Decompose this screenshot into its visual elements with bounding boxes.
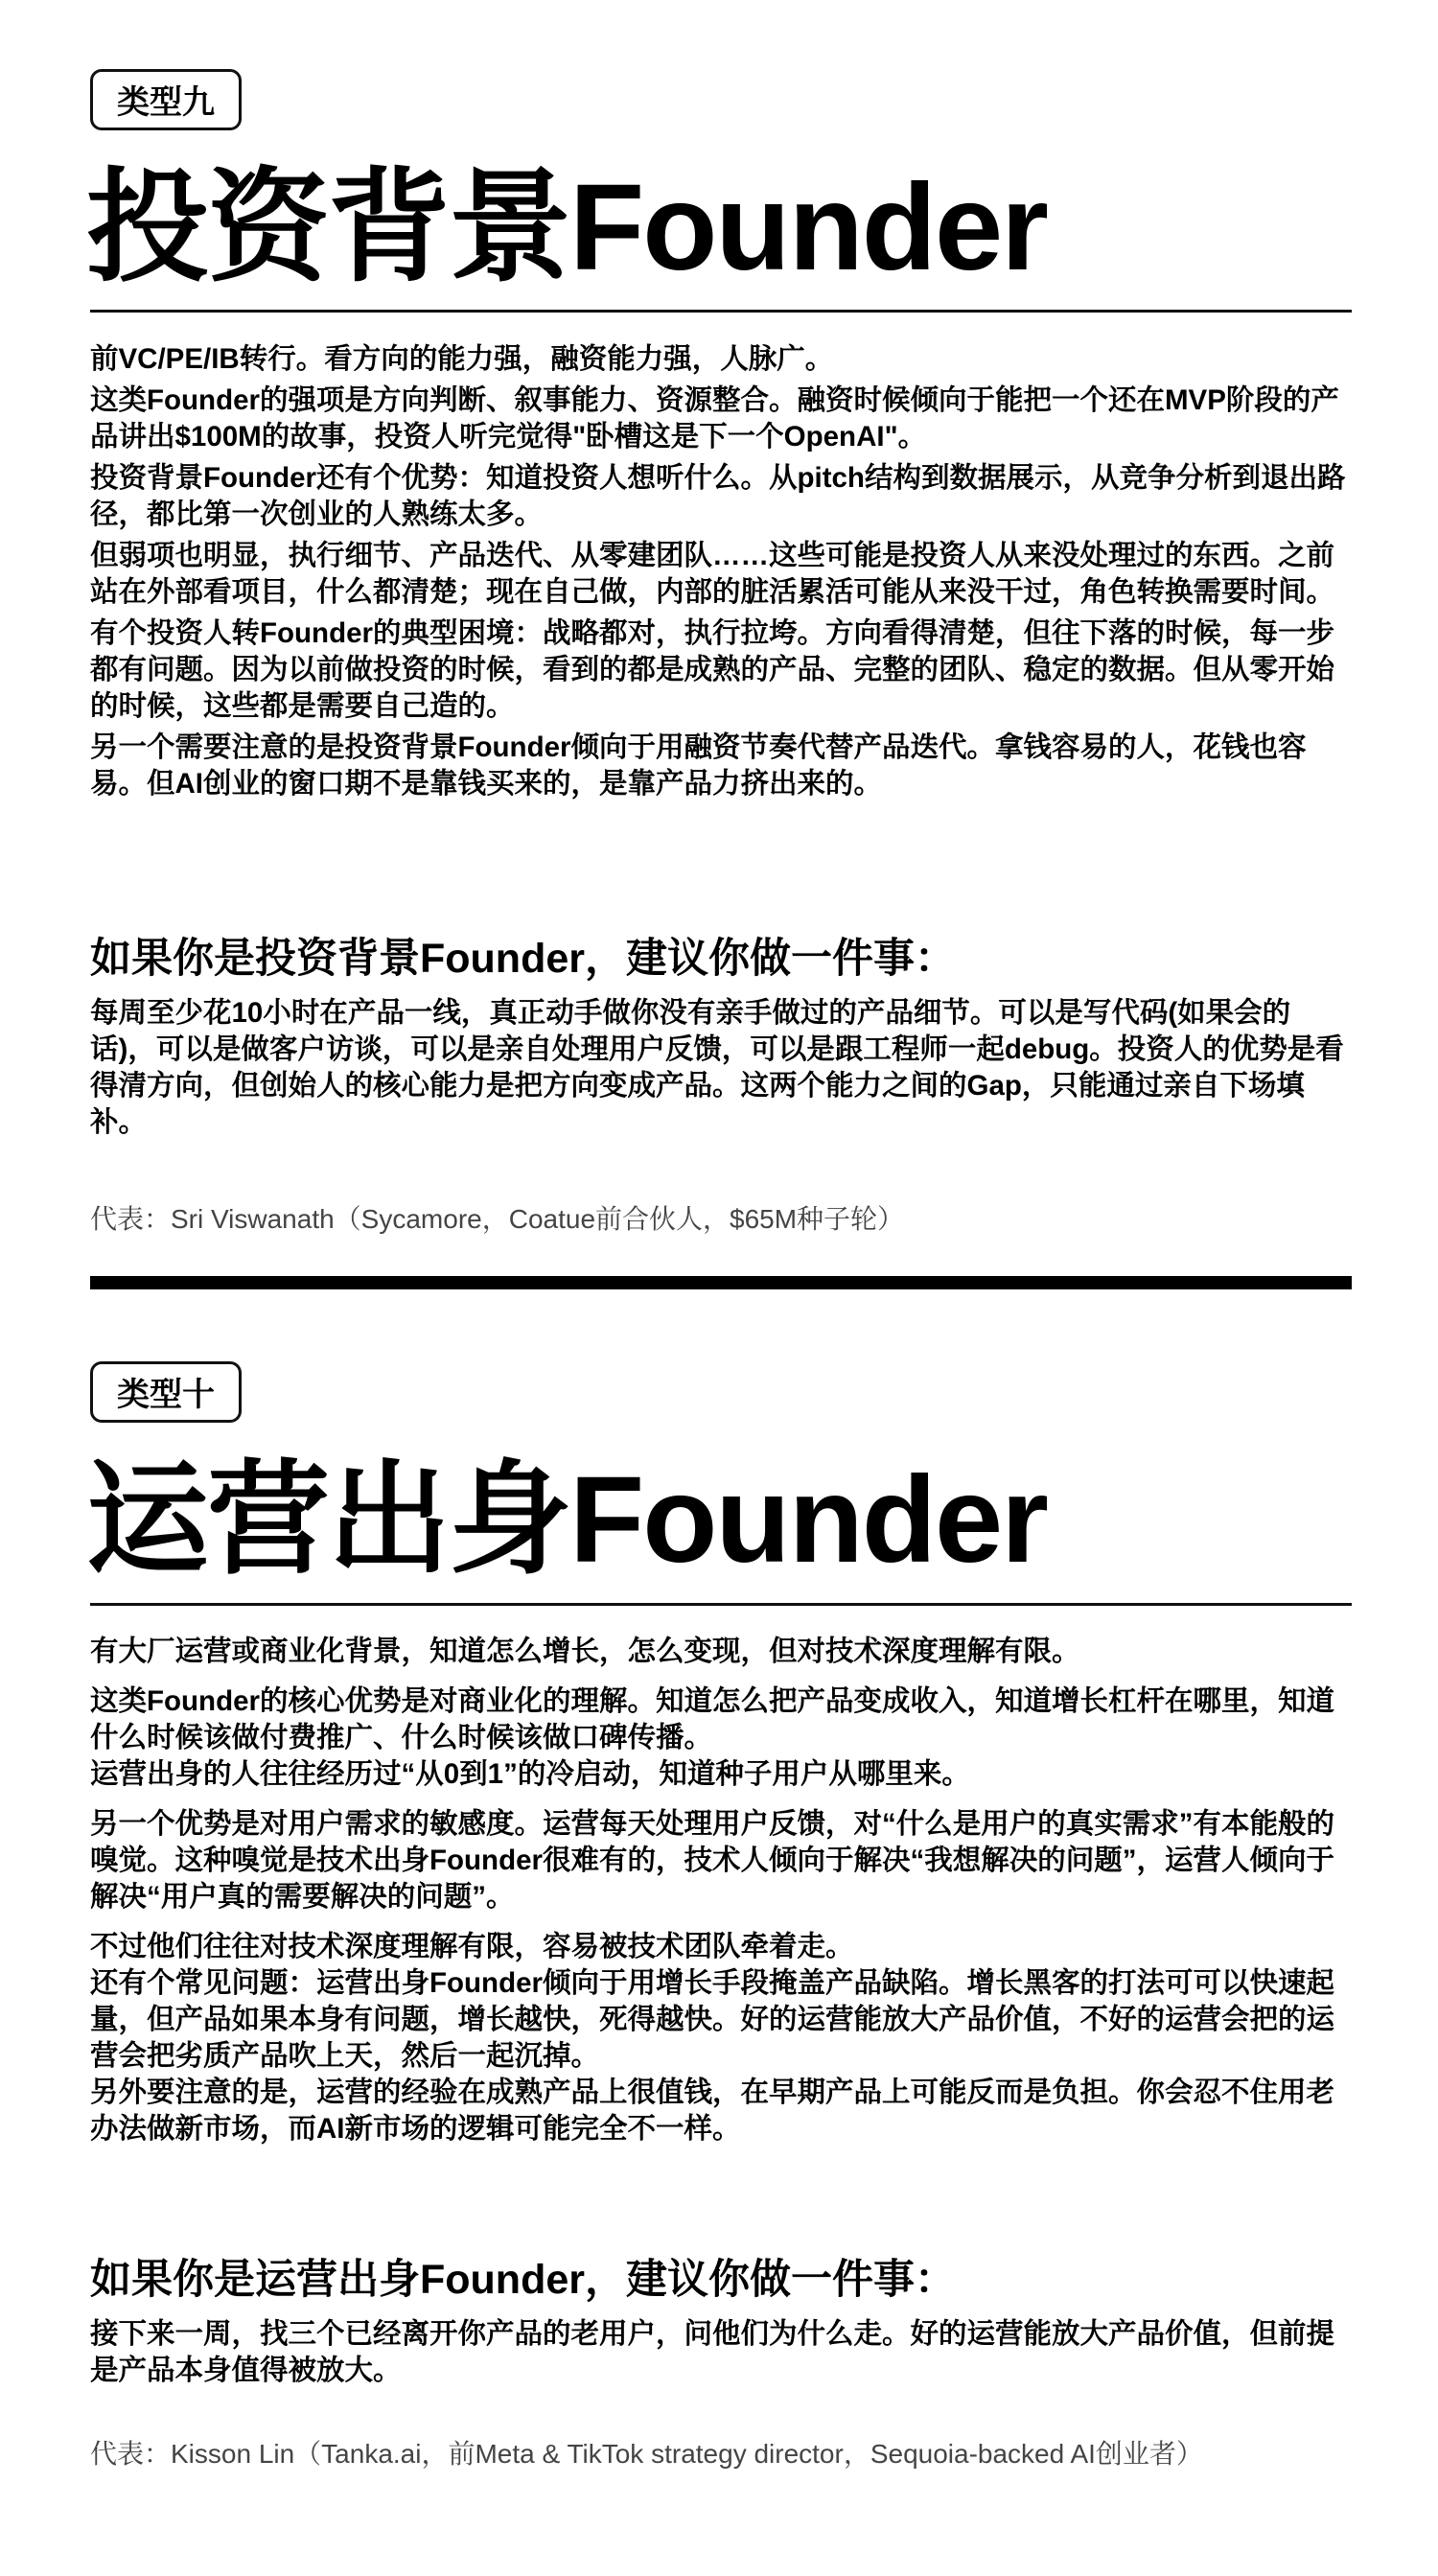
advice-block: [90, 932, 1352, 1141]
section-title: 投资背景Founder: [86, 159, 1047, 296]
paragraph: 另一个优势是对用户需求的敏感度。运营每天处理用户反馈，对“什么是用户的真实需求”有本能般的嗅觉。这种嗅觉是技术出身Founder很难有的，技术人倾向于解决“我想解决的问题”，运营人倾向于解决“用户真的需要解决的问题”。: [90, 1808, 1335, 1913]
advice-text: 接下来一周，找三个已经离开你产品的老用户，问他们为什么走。好的运营能放大产品价值，但前提是产品本身值得被放大。: [90, 2318, 1335, 2386]
paragraph: 另外要注意的是，运营的经验在成熟产品上很值钱，在早期产品上可能反而是负担。你会忍不住用老办法做新市场，而AI新市场的逻辑可能完全不一样。: [90, 2077, 1335, 2145]
advice-heading: 如果你是投资背景Founder，建议你做一件事：: [90, 936, 956, 982]
advice-heading: 如果你是运营出身Founder，建议你做一件事：: [90, 2257, 956, 2303]
paragraph: 有大厂运营或商业化背景，知道怎么增长，怎么变现，但对技术深度理解有限。: [90, 1636, 1080, 1667]
advice-block: [90, 2253, 1352, 2389]
paragraph: 这类Founder的核心优势是对商业化的理解。知道怎么把产品变成收入，知道增长杠杆在哪里，知道什么时候该做付费推广、什么时候该做口碑传播。: [90, 1685, 1334, 1753]
paragraph: 有个投资人转Founder的典型困境：战略都对，执行拉垮。方向看得清楚，但往下落的时候，每一步都有问题。因为以前做投资的时候，看到的都是成熟的产品、完整的团队、稳定的数据。但从零开始的时候，这些都是需要自己造的。: [90, 617, 1335, 722]
paragraph: 另一个需要注意的是投资背景Founder倾向于用融资节奏代替产品迭代。拿钱容易的人，花钱也容易。但AI创业的窗口期不是靠钱买来的，是靠产品力挤出来的。: [90, 731, 1307, 800]
paragraph: 这类Founder的强项是方向判断、叙事能力、资源整合。融资时候倾向于能把一个还在MVP阶段的产品讲出$100M的故事，投资人听完觉得"卧槽这是下一个OpenAI"。: [90, 384, 1339, 453]
advice-text: 每周至少花10小时在产品一线，真正动手做你没有亲手做过的产品细节。可以是写代码(如果会的话)，可以是做客户访谈，可以是亲自处理用户反馈，可以是跟工程师一起debug。投资人的优势是看得清方向，但创始人的核心能力是把方向变成产品。这两个能力之间的Gap，只能通过亲自下场填补。: [90, 997, 1344, 1138]
paragraph: 前VC/PE/IB转行。看方向的能力强，融资能力强，人脉广。: [90, 343, 834, 375]
paragraph: 不过他们往往对技术深度理解有限，容易被技术团队牵着走。: [90, 1931, 854, 1962]
section-separator: [90, 1276, 1352, 1289]
paragraph: 运营出身的人往往经历过“从0到1”的冷启动，知道种子用户从哪里来。: [90, 1758, 970, 1790]
section-title: 运营出身Founder: [86, 1451, 1047, 1589]
representative: 代表：Sri Viswanath（Sycamore，Coatue前合伙人，$65M种子轮）: [90, 1204, 905, 1234]
type-badge: 类型九: [90, 69, 242, 130]
representative: 代表：Kisson Lin（Tanka.ai，前Meta & TikTok strategy director，Sequoia-backed AI创业者）: [90, 2439, 1203, 2469]
section-body: [90, 341, 1352, 807]
paragraph: 投资背景Founder还有个优势：知道投资人想听什么。从pitch结构到数据展示，从竞争分析到退出路径，都比第一次创业的人熟练太多。: [90, 462, 1346, 530]
paragraph: 但弱项也明显，执行细节、产品迭代、从零建团队……这些可能是投资人从来没处理过的东西。之前站在外部看项目，什么都清楚；现在自己做，内部的脏活累活可能从来没干过，角色转换需要时间。: [90, 540, 1335, 608]
divider: [90, 1603, 1352, 1606]
divider: [90, 310, 1352, 313]
section-body: [90, 1634, 1352, 2152]
paragraph: 还有个常见问题：运营出身Founder倾向于用增长手段掩盖产品缺陷。增长黑客的打法可可以快速起量，但产品如果本身有问题，增长越快，死得越快。好的运营能放大产品价值，不好的运营会把的运营会把劣质产品吹上天，然后一起沉掉。: [90, 1967, 1335, 2072]
type-badge: 类型十: [90, 1361, 242, 1423]
